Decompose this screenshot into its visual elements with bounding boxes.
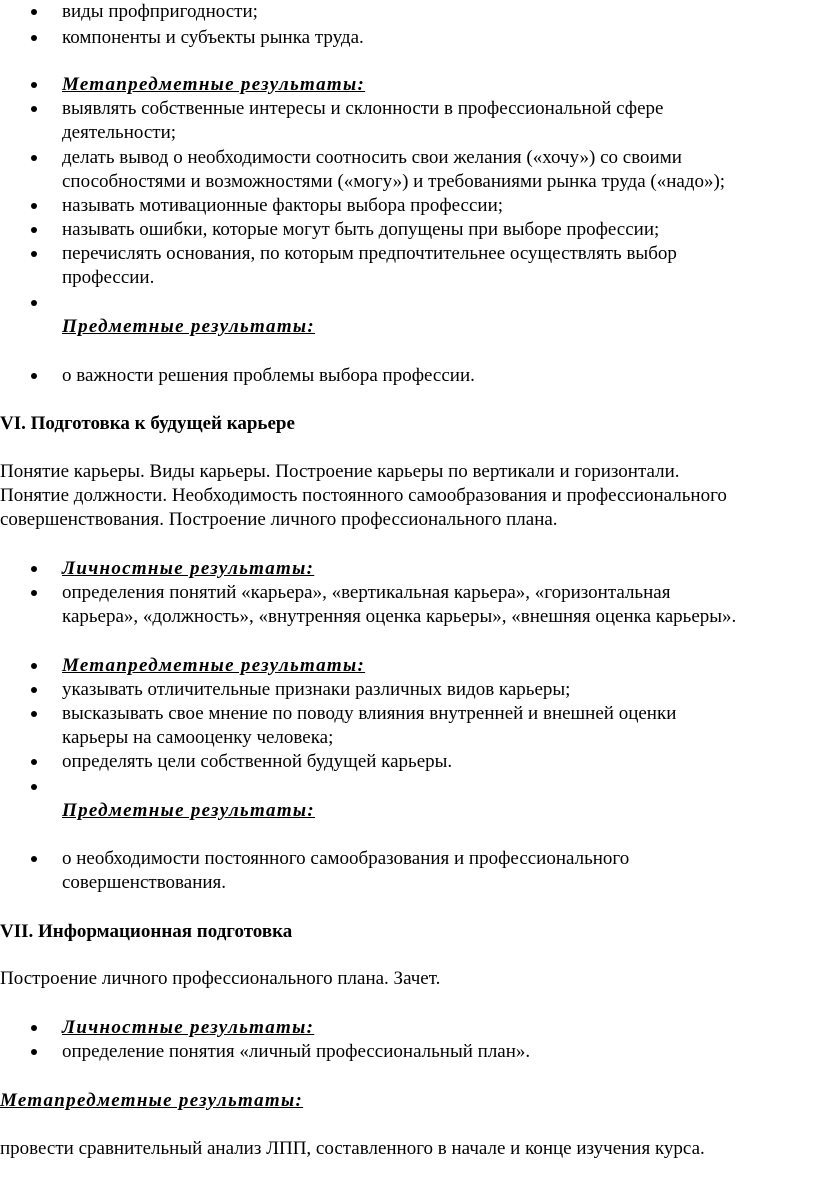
meta-results-heading: Метапредметные результаты: (62, 655, 366, 676)
list-item: о необходимости постоянного самообразования и профессионального (62, 848, 630, 869)
bullet-icon (30, 26, 40, 50)
bullet-icon (30, 194, 40, 218)
list-item: выявлять собственные интересы и склонности в профессиональной сфере (62, 98, 664, 119)
list-item: виды профпригодности; (62, 1, 258, 22)
bullet-icon (30, 146, 40, 170)
bullet-icon (30, 750, 40, 774)
list-item: определение понятия «личный профессиональный план». (62, 1041, 531, 1062)
list-item-continuation: карьера», «должность», «внутренняя оценка карьеры», «внешняя оценка карьеры». (62, 606, 737, 627)
bullet-icon (30, 654, 40, 678)
section-title: VI. Подготовка к будущей карьере (0, 413, 295, 434)
bullet-icon (30, 0, 40, 24)
list-item: перечислять основания, по которым предпочтительнее осуществлять выбор (62, 243, 677, 264)
paragraph-line: Построение личного профессионального плана. Зачет. (0, 968, 441, 989)
list-item-continuation: профессии. (62, 267, 155, 288)
list-item: называть мотивационные факторы выбора профессии; (62, 195, 504, 216)
paragraph-line: Понятие карьеры. Виды карьеры. Построение карьеры по вертикали и горизонтали. (0, 461, 680, 482)
bullet-icon (30, 775, 40, 799)
list-item-continuation: способностями и возможностями («могу») и требованиями рынка труда («надо»); (62, 171, 726, 192)
paragraph-line: совершенствования. Построение личного профессионального плана. (0, 509, 558, 530)
list-item: о важности решения проблемы выбора профессии. (62, 365, 475, 386)
personal-results-heading: Личностные результаты: (62, 558, 315, 579)
bullet-icon (30, 581, 40, 605)
meta-results-heading: Метапредметные результаты: (62, 74, 366, 95)
list-item: высказывать свое мнение по поводу влияния внутренней и внешней оценки (62, 703, 677, 724)
list-item: определения понятий «карьера», «вертикальная карьера», «горизонтальная (62, 582, 671, 603)
list-item-continuation: деятельности; (62, 122, 177, 143)
bullet-icon (30, 291, 40, 315)
list-item: делать вывод о необходимости соотносить свои желания («хочу») со своими (62, 147, 682, 168)
personal-results-heading: Личностные результаты: (62, 1017, 315, 1038)
bullet-icon (30, 218, 40, 242)
bullet-icon (30, 364, 40, 388)
bullet-icon (30, 73, 40, 97)
bullet-icon (30, 847, 40, 871)
bullet-icon (30, 678, 40, 702)
list-item: определять цели собственной будущей карьеры. (62, 751, 453, 772)
final-text: провести сравнительный анализ ЛПП, составленного в начале и конце изучения курса. (0, 1138, 705, 1159)
list-item: компоненты и субъекты рынка труда. (62, 27, 364, 48)
list-item-continuation: совершенствования. (62, 872, 227, 893)
bullet-icon (30, 1040, 40, 1064)
section-title: VII. Информационная подготовка (0, 921, 293, 942)
bullet-icon (30, 702, 40, 726)
list-item: называть ошибки, которые могут быть допущены при выборе профессии; (62, 219, 660, 240)
bullet-icon (30, 557, 40, 581)
list-item-continuation: карьеры на самооценку человека; (62, 727, 334, 748)
bullet-icon (30, 242, 40, 266)
bullet-icon (30, 97, 40, 121)
bullet-icon (30, 1016, 40, 1040)
paragraph-line: Понятие должности. Необходимость постоянного самообразования и профессионального (0, 485, 727, 506)
subject-results-heading: Предметные результаты: (62, 800, 316, 821)
subject-results-heading: Предметные результаты: (62, 316, 316, 337)
meta-results-heading: Метапредметные результаты: (0, 1090, 304, 1111)
list-item: указывать отличительные признаки различных видов карьеры; (62, 679, 571, 700)
